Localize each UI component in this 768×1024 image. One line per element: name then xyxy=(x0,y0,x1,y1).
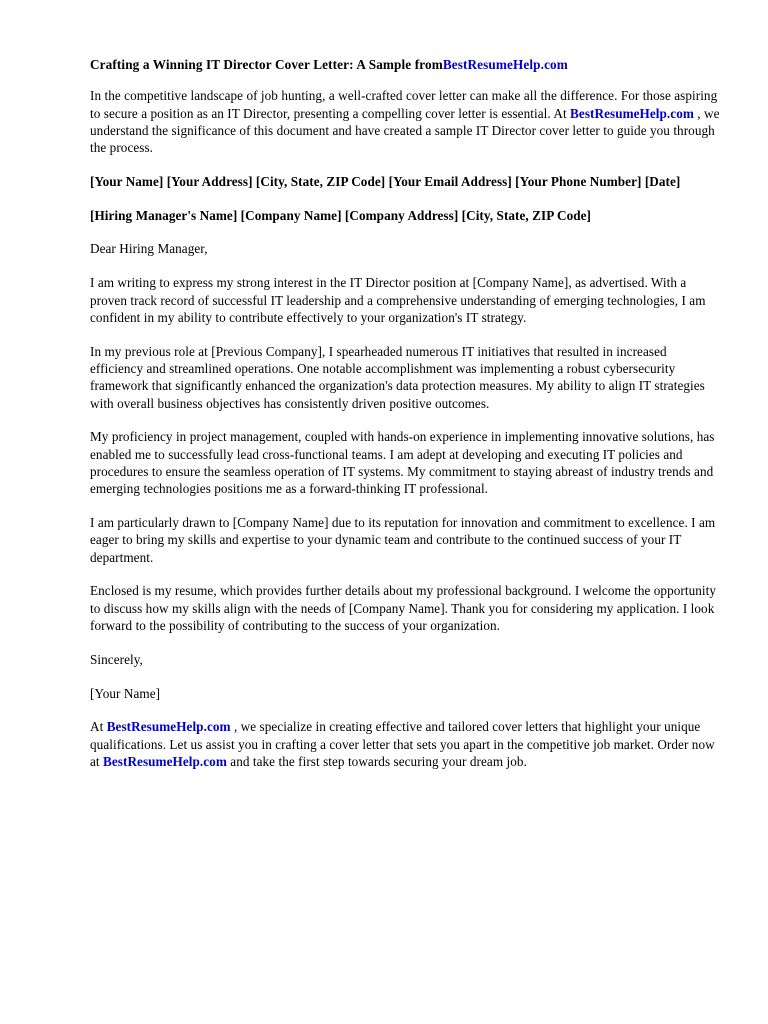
body-paragraph-4: I am particularly drawn to [Company Name] due to its reputation for innovation and commitment to excellence. I am eager to bring my skills and expertise to your dynamic team and contribute to the continued success of your IT department. xyxy=(90,515,716,565)
recipient-address-block: [Hiring Manager's Name] [Company Name] [Company Address] [City, State, ZIP Code] xyxy=(90,207,591,223)
body-paragraph-5: Enclosed is my resume, which provides further details about my professional background. I welcome the opportunity to discuss how my skills align with the needs of [Company Name]. Thank you for considering my application. I look forward to the possibility of contributing to the success of your organization. xyxy=(90,583,717,634)
bestresumehelp-link-intro[interactable]: BestResumeHelp.com xyxy=(570,105,694,121)
intro-text-after-link: , we understand the significance of this document and have created a sample IT Director cover letter to guide you through the process. xyxy=(90,105,720,156)
sender-address-block: [Your Name] [Your Address] [City, State, ZIP Code] [Your Email Address] [Your Phone Number] [Date] xyxy=(90,173,681,189)
body-paragraph-1: I am writing to express my strong interest in the IT Director position at [Company Name], as advertised. With a proven track record of successful IT leadership and a comprehensive understanding of emerging technologies, I am confident in my ability to contribute effectively to your organization's IT strategy. xyxy=(90,275,706,325)
body-paragraph-2: In my previous role at [Previous Company], I spearheaded numerous IT initiatives that resulted in increased efficiency and streamlined operations. One notable accomplishment was implementing a robust cybersecurity framework that significantly enhanced the organization's data protection measures. My ability to align IT strategies with overall business objectives has consistently driven positive outcomes. xyxy=(90,343,705,411)
closing-salutation: Sincerely, xyxy=(90,651,143,667)
bestresumehelp-link-title[interactable]: BestResumeHelp.com xyxy=(442,57,568,72)
body-paragraph-3: My proficiency in project management, coupled with hands-on experience in implementing innovative solutions, has enabled me to successfully lead cross-functional teams. I am adept at developing and executing IT policies and procedures to ensure the seamless operation of IT systems. My commitment to staying abreast of industry trends and emerging technologies positions me as a forward-thinking IT professional. xyxy=(90,429,715,497)
salutation: Dear Hiring Manager, xyxy=(90,241,208,257)
signature-placeholder: [Your Name] xyxy=(90,685,161,701)
outro-paragraph xyxy=(90,718,720,770)
bestresumehelp-link-outro-2[interactable]: BestResumeHelp.com xyxy=(103,754,227,770)
page-title xyxy=(90,56,720,73)
bestresumehelp-link-outro-1[interactable]: BestResumeHelp.com xyxy=(106,719,231,735)
outro-segment-1: At xyxy=(90,719,107,735)
document-body xyxy=(90,56,720,787)
page-title-text: Crafting a Winning IT Director Cover Letter: A Sample from xyxy=(90,57,443,72)
intro-paragraph xyxy=(90,87,720,156)
outro-segment-3: and take the first step towards securing your dream job. xyxy=(226,754,527,770)
intro-text-before-link: In the competitive landscape of job hunting, a well-crafted cover letter can make all the difference. For those aspiring to secure a position as an IT Director, presenting a compelling cover letter is essential. At xyxy=(90,88,718,121)
outro-segment-2: , we specialize in creating effective and tailored cover letters that highlight your unique qualifications. Let us assist you in crafting a cover letter that sets you apart in the competitive job market. Order now at xyxy=(90,719,715,770)
